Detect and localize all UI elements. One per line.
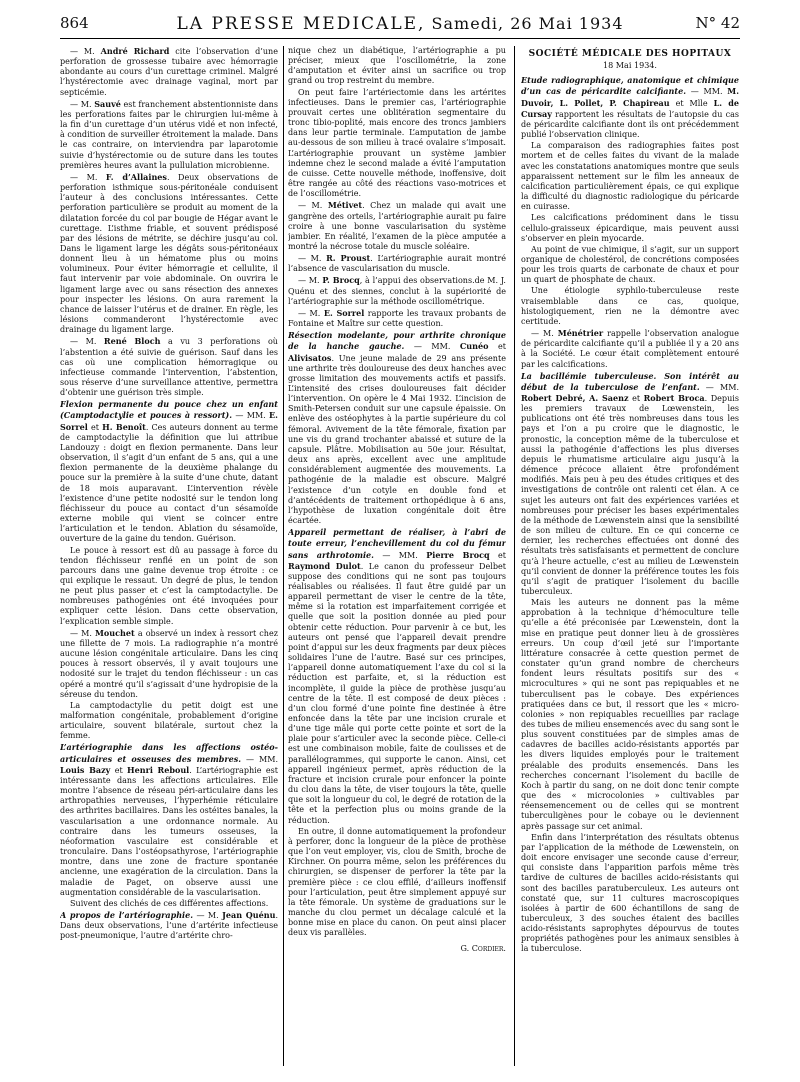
article-entry: Appareil permettant de réaliser, à l’abri de toute erreur, l’enchevillement du col du fémur sans arthrotomie. — MM. Pierre Brocq et Raymond Dulot. Le canon du professeur Delbet suppose des conditions qui ne sont pas toujours réalisables ou réalisées. Il faut être guidé par un appareil permettant de viser le centre de la tête, même si la rotation est imparfaitement corrigée et quelle que soit la position donnée au pied pour obtenir cette réduction. Pour parvenir à ce but, les auteurs ont pensé que l’appareil devait prendre point d’appui sur les deux fragments par deux pièces solidaires l’une de l’autre. Basé sur ces principes, l’appareil donne automatiquement l’axe du col si la réduction est parfaite, et, si la réduction est incomplète, il guide la pièce de prothèse jusqu’au centre de la tête. Il est composé de deux pièces : d’un clou formé d’une pointe fine destinée à être enfoncée dans la tête par une incision crurale et d’une tige mâle qui porte cette pointe et sort de la plaie pour s’articuler avec la seconde pièce. Celle-ci est une combinaison mobile, faite de coulisses et de parallélogrammes, qui supporte le canon. Ainsi, cet appareil ingénieux permet, après réduction de la fracture et incision crurale pour enfoncer la pointe du clou dans la tête, de viser toujours la tête, quelle que soit la longueur du col, le degré de rotation de la tête et la perfection plus ou moins grande de la réduction. <box>288 527 506 825</box>
article-title: Flexion permanente du pouce chez un enfant (Camptodactylie et pouces à ressort). <box>60 399 278 421</box>
paragraph: — M. André Richard cite l’observation d’une perforation de grossesse tubaire avec hémorragie abondante au cours d’un curettage criminel. Malgré l’hystérectomie avec drainage vaginal, mort par septicémie. <box>60 46 278 97</box>
paragraph: La comparaison des radiographies faites post mortem et de celles faites du vivant de la malade avec les constatations anatomiques montre que seuls apparaissent nettement sur le film les anneaux de calcification particulièrement épais, ce qui explique la difficulté du diagnostic radiologique du péricarde en cuirasse. <box>521 141 739 212</box>
paragraph: Une étiologie syphilo-tuberculeuse reste vraisemblable dans ce cas, quoique, histologiquement, rien ne la démontre avec certitude. <box>521 286 739 326</box>
paragraph: — M. R. Proust. L’artériographie aurait montré l’absence de vascularisation du muscle. <box>288 253 506 274</box>
page-number: 864 <box>60 14 89 32</box>
section-heading: SOCIÉTÉ MÉDICALE DES HOPITAUX <box>528 49 732 59</box>
paragraph: — M. Ménétrier rappelle l’observation analogue de péricardite calcifiante qu’il a publiée il y a 20 ans à la Société. Le cœur était complètement entouré par les calcifications. <box>521 328 739 369</box>
page-header <box>60 14 740 38</box>
paragraph: — M. E. Sorrel rapporte les travaux probants de Fontaine et Maître sur cette question. <box>288 307 506 329</box>
article-entry: L’artériographie dans les affections ostéo-articulaires et osseuses des membres. — MM. Louis Bazy et Henri Reboul. L’artériographie est intéressante dans les affections articulaires. Elle montre l’absence de réseau péri-articulaire dans les arthropathies nerveuses, l’hyperhémie réticulaire des arthrites bacillaires. Dans les ostéites banales, la vascularisation a une ordonnance normale. Au contraire dans les tumeurs osseuses, la néoformation vasculaire est considérable et tronculaire. Dans l’ostéopsathyrose, l’artériographie montre, dans une zone de fracture spontanée ancienne, une exagération de la circulation. Dans la maladie de Paget, on observe aussi une augmentation considérable de la vascularisation. <box>60 742 278 897</box>
article-entry: La bacillémie tuberculeuse. Son intérêt au début de la tuberculose de l’enfant. — MM. Robert Debré, A. Saenz et Robert Broca. Depuis les premiers travaux de Lœwenstein, les publications ont été très nombreuses dans tous les pays et l’on a pu croire que le diagnostic, le pronostic, la conception même de la tuberculose et aussi la pathogénie d’affections les plus diverses depuis le rhumatisme articulaire aigu jusqu’à la démence précoce allaient être profondément modifiés. Mais peu à peu des études critiques et des investigations de contrôle ont ralenti cet élan. A ce sujet les auteurs ont fait des expériences variées et nombreuses pour préciser les bases expérimentales de la méthode de Lœwenstein ainsi que la sensibilité de son milieu de culture. En ce qui concerne ce dernier, les recherches effectuées ont donné des résultats très satisfaisants et permettent de conclure qu’à l’heure actuelle, c’est au milieu de Lœwenstein qu’il convient de donner la préférence toutes les fois qu’il s’agit de pratiquer l’isolement du bacille tuberculeux. <box>521 370 739 596</box>
author-signature: G. Cordier. <box>460 944 506 954</box>
article-entry: Flexion permanente du pouce chez un enfant (Camptodactylie et pouces à ressort). — MM. E. Sorrel et H. Benoît. Ces auteurs donnent au terme de camptodactylie la définition que lui attribue Landouzy : doigt en flexion permanente. Dans leur observation, il s’agit d’un enfant de 5 ans, qui a une flexion permanente de la deuxième phalange du pouce sur la première à la suite d’une chute, datant de 18 mois auparavant. L’intervention révèle l’existence d’une petite nodosité sur le tendon long fléchisseur du pouce au contact d’un sésamoïde externe mobile qui vient se coincer entre l’articulation et le tendon. Ablation du sésamoïde, ouverture de la gaine du tendon. Guérison. <box>60 399 278 544</box>
paragraph: Suivent des clichés de ces différentes affections. <box>70 898 269 908</box>
header-rule <box>60 38 740 39</box>
paragraph: Au point de vue chimique, il s’agit, sur un support organique de cholestérol, de concrétions composées pour les trois quarts de carbonate de chaux et pour un quart de phosphate de chaux. <box>521 244 739 285</box>
paragraph: La camptodactylie du petit doigt est une malformation congénitale, probablement d’origine articulaire, souvent bilatérale, surtout chez la femme. <box>60 700 278 741</box>
column-left <box>60 46 278 1076</box>
paragraph: — M. F. d’Allaines. Deux observations de perforation isthmique sous-péritonéale conduisent l’auteur à des conclusions intéressantes. Cette perforation particulière se produit au moment de la dilatation forcée du col par bougie de Hégar avant le curettage. L’isthme friable, et souvent prédisposé par des lésions de métrite, se déchire jusqu’au col. Dans le ligament large les dégâts sous-péritonéaux donnent lieu à un hématome plus ou moins volumineux. Pour éviter hémorragie et cellulite, il faut intervenir par voie abdominale. On ouvrira le ligament large avec ou sans résection des annexes pour inspecter les lésions. On aura rarement la chance de laisser l’utérus et de drainer. En règle, les lésions commanderont l’hystérectomie avec drainage du ligament large. <box>60 171 278 335</box>
article-title: L’artériographie dans les affections ostéo-articulaires et osseuses des membres. <box>60 742 278 764</box>
paragraph: En outre, il donne automatiquement la profondeur à perforer, donc la longueur de la pièce de prothèse que l’on veut employer, vis, clou de Smith, broche de Kirchner. On pourra même, selon les préférences du chirurgien, se dispenser de perforer la tête par la première pièce : ce clou effilé, d’ailleurs inoffensif pour l’articulation, peut être simplement appuyé sur la tête fémorale. Un système de graduations sur le manche du clou permet un décalage calculé et la bonne mise en place du canon. On peut ainsi placer deux vis parallèles. <box>288 826 506 938</box>
article-entry: Résection modelante, pour arthrite chronique de la hanche gauche. — MM. Cunéo et Alivisatos. Une jeune malade de 29 ans présente une arthrite très douloureuse des deux hanches avec grosse limitation des mouvements actifs et passifs. L’intensité des crises douloureuses fait décider l’intervention. On opère le 4 Mai 1932. L’incision de Smith-Petersen conduit sur une capsule épaissie. On enlève des ostéophytes à la partie supérieure du col fémoral. Avivement de la tête fémorale, fixation par une vis du grand trochanter abaissé et suture de la capsule. Plâtre. Mobilisation au 50e jour. Résultat, deux ans après, excellent avec une amplitude considérablement augmentée des mouvements. La pathogénie de la maladie est obscure. Malgré l’existence d’un cotyle en double fond et d’antécédents de traitement orthopédique à 6 ans, l’hypothèse de luxation congénitale doit être écartée. <box>288 330 506 526</box>
column-divider <box>283 46 284 1066</box>
paragraph: nique chez un diabétique, l’artériographie a pu préciser, mieux que l’oscillométrie, la zone d’amputation et éviter ainsi un sacrifice ou trop grand ou trop restreint du membre. <box>288 46 506 86</box>
column-middle <box>288 46 506 1076</box>
article-title: Résection modelante, pour arthrite chronique de la hanche gauche. <box>288 330 506 352</box>
column-divider <box>514 46 515 1066</box>
column-right <box>521 46 739 1076</box>
session-date: 18 Mai 1934. <box>602 61 657 71</box>
article-entry: Etude radiographique, anatomique et chimique d’un cas de péricardite calcifiante. — MM. M. Duvoir, L. Pollet, P. Chapireau et Mlle L. de Cursay rapportent les résultats de l’autopsie du cas de péricardite calcifiante dont ils ont précédemment publié l’observation clinique. <box>521 75 739 140</box>
article-title: A propos de l’artériographie. <box>60 909 194 920</box>
article-title: La bacillémie tuberculeuse. Son intérêt au début de la tuberculose de l’enfant. <box>521 370 739 392</box>
journal-title-line <box>60 14 740 34</box>
journal-name: LA PRESSE MEDICALE, <box>176 14 426 34</box>
paragraph: — M. Mouchet a observé un index à ressort chez une fillette de 7 mois. La radiographie n’a montré aucune lésion congénitale articulaire. Dans les cinq pouces à ressort observés, il y avait toujours une nodosité sur le trajet du tendon fléchisseur : un cas opéré a montré qu’il s’agissait d’une hydropisie de la séreuse du tendon. <box>60 627 278 699</box>
paragraph: Le pouce à ressort est dû au passage à force du tendon fléchisseur renflé en un point de son parcours dans une gaine devenue trop étroite : ce qui explique le ressaut. Un degré de plus, le tendon ne peut plus passer et c’est la camptodactylie. De nombreuses pathogénies ont été invoquées pour expliquer cette lésion. Dans cette observation, l’explication semble simple. <box>60 545 278 626</box>
paragraph: Enfin dans l’interprétation des résultats obtenus par l’application de la méthode de Lœwenstein, on doit encore envisager une seconde cause d’erreur, qui consiste dans l’apparition parfois même très tardive de cultures de bacilles acido-résistants qui sont des bacilles paratuberculeux. Les auteurs ont constaté que, sur 11 cultures macroscopiques isolées à partir de 600 échantillons de sang de tuberculeux, 3 des souches étaient des bacilles acido-résistants saprophytes dépourvus de toutes propriétés pathogènes pour les animaux sensibles à la tuberculose. <box>521 832 739 954</box>
article-title: Appareil permettant de réaliser, à l’abri de toute erreur, l’enchevillement du col du fémur sans arthrotomie. <box>288 527 506 560</box>
article-entry: A propos de l’artériographie. — M. Jean Quénu. Dans deux observations, l’une d’artérite infectieuse post-pneumonique, l’autre d’artérite chro- <box>60 909 278 941</box>
paragraph: — M. Métivet. Chez un malade qui avait une gangrène des orteils, l’artériographie aurait pu faire croire à une bonne vascularisation du système jambier. En réalité, l’examen de la pièce amputée a montré la nécrose totale du muscle soléaire. <box>288 200 506 251</box>
paragraph: On peut faire l’artériectomie dans les artérites infectieuses. Dans le premier cas, l’artériographie prouvait certes une oblitération segmentaire du tronc tibio-poplité, mais encore des troncs jambiers dans leur partie terminale. L’amputation de jambe au-dessous de son milieu à tracé ovalaire s’imposait. L’artériographie prouvant un système jambier indemne chez le second malade a évité l’amputation de cuisse. Cette nouvelle méthode, inoffensive, doit être rangée au côté des réactions vaso-motrices et de l’oscillométrie. <box>288 87 506 199</box>
issue-number: N° 42 <box>695 14 740 32</box>
article-title: Etude radiographique, anatomique et chimique d’un cas de péricardite calcifiante. <box>521 75 739 97</box>
issue-date: Samedi, 26 Mai 1934 <box>431 14 624 33</box>
paragraph: — M. Sauvé est franchement abstentionniste dans les perforations faites par le chirurgien lui-même à la fin d’un curettage d’un utérus vidé et non infecté, à condition de surveiller étroitement la malade. Dans le cas contraire, on interviendra par laparotomie suivie d’hystérectomie ou de suture dans les toutes premières heures avant la pullulation microbienne. <box>60 98 278 170</box>
paragraph: Les calcifications prédominent dans le tissu cellulo-graisseux épicardique, mais peuvent aussi s’observer en plein myocarde. <box>521 213 739 243</box>
paragraph: — M. P. Brocq, à l’appui des observations.de M. J. Quénu et des siennes, conclut à la supériorité de l’artériographie sur la méthode oscillométrique. <box>288 275 506 306</box>
paragraph: — M. René Bloch a vu 3 perforations où l’abstention a été suivie de guérison. Sauf dans les cas où une complication hémorragique ou infectieuse commande l’intervention, l’abstention, sous réserve d’une surveillance attentive, permettra d’obtenir une guérison très simple. <box>60 336 278 398</box>
paragraph: Mais les auteurs ne donnent pas la même approbation à la technique d’hémoculture telle qu’elle a été préconisée par Lœwenstein, dont la mise en pratique peut donner lieu à de grossières erreurs. Un coup d’œil jeté sur l’importante littérature consacrée à cette question permet de constater qu’un grand nombre de chercheurs fondent leurs résultats positifs sur des « microcultures » qui ne sont pas repiquables et ne tuberculisent pas le cobaye. Des expériences pratiquées dans ce but, il ressort que les « micro-colonies » non repiquables recueillies par raclage des tubes de milieu ensemencés avec du sang sont le plus souvent constituées par de simples amas de cadavres de bacilles acido-résistants apportés par les divers liquides employés pour le traitement préalable des produits ensemencés. Dans les recherches concernant l’isolement du bacille de Koch à partir du sang, on ne doit donc tenir compte que des « microcolonies » cultivables par réensemencement ou de celles qui se montrent tuberculigènes pour le cobaye ou le deviennent après passage sur cet animal. <box>521 598 739 831</box>
